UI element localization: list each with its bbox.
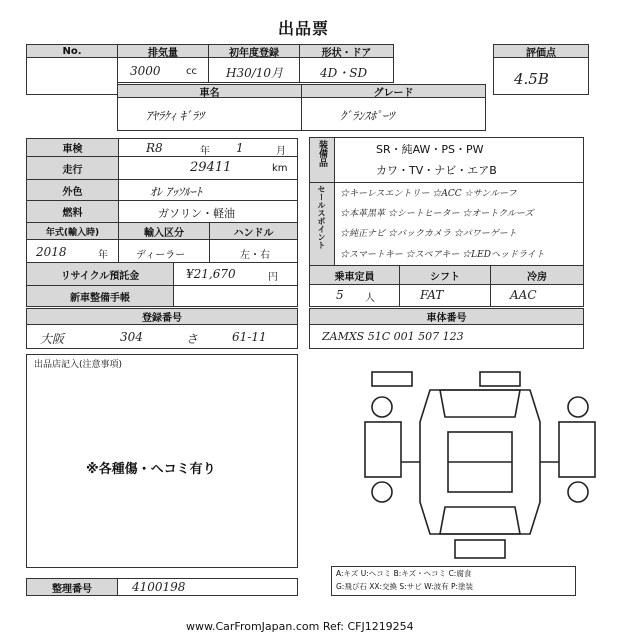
color-box bbox=[118, 179, 298, 201]
registration-id: 61-11 bbox=[232, 330, 267, 344]
color-label: 外色 bbox=[26, 179, 119, 201]
diagram-front-bumper bbox=[480, 372, 520, 386]
capacity-label: 乗車定員 bbox=[309, 265, 400, 285]
registration-pref: 大阪 bbox=[40, 332, 65, 346]
displacement-value: 3000 bbox=[130, 64, 161, 78]
mileage-value: 29411 bbox=[190, 160, 232, 175]
notes-label: 出品店記入(注意事項) bbox=[34, 360, 123, 370]
diagram-hood bbox=[440, 390, 520, 417]
page-title: 出品票 bbox=[278, 19, 330, 38]
first-reg-label: 初年度登録 bbox=[208, 44, 300, 58]
first-reg-value: H30/10月 bbox=[226, 66, 284, 80]
sales-point-line: ☆スマートキー ☆スペアキー ☆LEDヘッドライト bbox=[340, 250, 545, 260]
sales-point-line: ☆本革黒革 ☆シートヒーター ☆オートクルーズ bbox=[340, 209, 534, 219]
inspection-month-unit: 月 bbox=[276, 146, 286, 157]
handle-value: 左・右 bbox=[240, 250, 270, 261]
ac-box bbox=[490, 284, 584, 307]
score-label: 評価点 bbox=[493, 44, 589, 58]
car-name-value: ｱﾔﾗｹｨ ｷﾞﾗﾂ bbox=[146, 109, 204, 123]
year-label: 年式(輸入時) bbox=[26, 222, 119, 240]
sales-points-label: セールスポイント bbox=[317, 185, 326, 249]
year-value: 2018 bbox=[36, 245, 67, 259]
diagram-wheel bbox=[372, 482, 392, 502]
ac-value: AAC bbox=[510, 288, 537, 302]
watermark-text: www.CarFromJapan.com Ref: CFJ1219254 bbox=[186, 620, 414, 633]
recycle-label: リサイクル預託金 bbox=[26, 262, 174, 286]
import-value: ディーラー bbox=[136, 250, 186, 261]
car-name-box bbox=[117, 97, 302, 131]
fuel-label: 燃料 bbox=[26, 200, 119, 223]
inspection-year-unit: 年 bbox=[200, 146, 210, 157]
handle-label: ハンドル bbox=[209, 222, 298, 240]
grade-label: グレード bbox=[301, 84, 486, 98]
sales-point-line: ☆キーレスエントリー ☆ACC ☆サンルーフ bbox=[340, 189, 517, 199]
color-value: ｵﾚ ｱｯｿﾙｰﾄ bbox=[150, 185, 202, 199]
inspection-month: 1 bbox=[236, 141, 244, 155]
diagram-wheel bbox=[568, 397, 588, 417]
inspection-era: R8 bbox=[146, 141, 163, 155]
diagram-bottom-part bbox=[455, 540, 505, 558]
year-unit: 年 bbox=[98, 250, 108, 261]
ac-label: 冷房 bbox=[490, 265, 584, 285]
mileage-unit: km bbox=[272, 163, 288, 174]
capacity-unit: 人 bbox=[365, 293, 375, 304]
control-label: 整理番号 bbox=[26, 578, 118, 596]
recycle-unit: 円 bbox=[268, 272, 278, 283]
diagram-wheel bbox=[372, 397, 392, 417]
legend-line-2: G:飛び石 XX:交換 S:サビ W:波有 P:塗装 bbox=[336, 582, 474, 591]
shift-label: シフト bbox=[399, 265, 491, 285]
vin-label: 車体番号 bbox=[309, 308, 584, 325]
equipment-label: 装備品 bbox=[317, 140, 327, 167]
diagram-side-panel bbox=[365, 422, 401, 477]
diagram-wheel bbox=[568, 482, 588, 502]
control-value: 4100198 bbox=[132, 580, 186, 594]
notes-text: ※各種傷・ヘコミ有り bbox=[86, 462, 216, 477]
diagram-trunk bbox=[440, 507, 520, 534]
displacement-label: 排気量 bbox=[117, 44, 209, 58]
equipment-items: SR・純AW・PS・PW bbox=[376, 143, 484, 156]
vin-value: ZAMXS 51C 001 507 123 bbox=[322, 330, 464, 343]
registration-kana: さ bbox=[186, 332, 199, 346]
capacity-box bbox=[309, 284, 400, 307]
shift-box bbox=[399, 284, 491, 307]
equipment-items-2: カワ・TV・ナビ・エアB bbox=[376, 164, 497, 177]
capacity-value: 5 bbox=[336, 288, 344, 302]
fuel-value: ガソリン・軽油 bbox=[158, 207, 235, 220]
shape-value: 4D・SD bbox=[320, 66, 368, 80]
shape-label: 形状・ドア bbox=[299, 44, 394, 58]
displacement-unit: cc bbox=[186, 66, 197, 77]
score-value: 4.5B bbox=[514, 70, 549, 88]
recycle-value: ¥21,670 bbox=[186, 267, 236, 281]
no-value-box bbox=[26, 57, 118, 95]
car-damage-diagram bbox=[360, 362, 600, 562]
registration-label: 登録番号 bbox=[26, 308, 298, 325]
shift-value: FAT bbox=[420, 288, 444, 302]
car-name-label: 車名 bbox=[117, 84, 302, 98]
no-label: No. bbox=[26, 44, 118, 58]
sales-point-line: ☆純正ナビ ☆バックカメラ ☆パワーゲート bbox=[340, 229, 517, 239]
registration-num: 304 bbox=[120, 330, 143, 344]
diagram-side-panel bbox=[559, 422, 595, 477]
diagram-rear-bumper bbox=[372, 372, 412, 386]
inspection-label: 車検 bbox=[26, 138, 119, 157]
new-warranty-label: 新車整備手帳 bbox=[26, 285, 174, 307]
mileage-label: 走行 bbox=[26, 156, 119, 180]
import-label: 輸入区分 bbox=[118, 222, 210, 240]
legend-line-1: A:キズ U:ヘコミ B:キズ・ヘコミ C:腐食 bbox=[336, 569, 472, 578]
grade-value: ｸﾞﾗﾝｽﾎﾟｰﾂ bbox=[340, 109, 395, 123]
new-warranty-box bbox=[173, 285, 298, 307]
